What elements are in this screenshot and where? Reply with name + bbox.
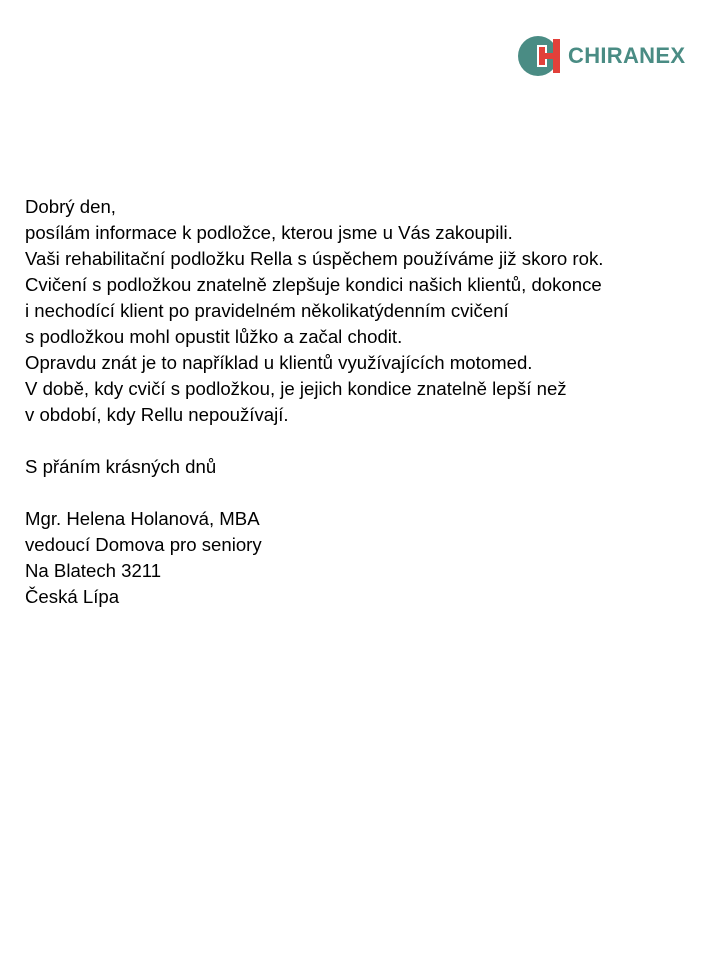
chiranex-ch-logo-icon	[517, 35, 565, 77]
brand-name: CHIRANEX	[568, 43, 686, 68]
letter-paragraph-line: v období, kdy Rellu nepoužívají.	[25, 404, 289, 425]
blank-line	[25, 480, 715, 506]
letter-paragraph-line: Vaši rehabilitační podložku Rella s úspěchem používáme již skoro rok.	[25, 248, 604, 269]
letter-closing: S přáním krásných dnů	[25, 456, 217, 477]
letter-paragraph-line: posílám informace k podložce, kterou jsme u Vás zakoupili.	[25, 222, 513, 243]
letter-paragraph-line: i nechodící klient po pravidelném několikatýdenním cvičení	[25, 300, 509, 321]
letter-paragraph-line: s podložkou mohl opustit lůžko a začal chodit.	[25, 326, 403, 347]
letter-paragraph-line: V době, kdy cvičí s podložkou, je jejich kondice znatelně lepší než	[25, 378, 567, 399]
signature-city: Česká Lípa	[25, 586, 120, 607]
signature-name: Mgr. Helena Holanová, MBA	[25, 508, 260, 529]
letter-paragraph-line: Opravdu znát je to například u klientů využívajících motomed.	[25, 352, 533, 373]
blank-line	[25, 428, 715, 454]
letter-greeting: Dobrý den,	[25, 196, 116, 217]
company-logo	[517, 34, 697, 78]
signature-street: Na Blatech 3211	[25, 560, 162, 581]
letter-paragraph-line: Cvičení s podložkou znatelně zlepšuje kondici našich klientů, dokonce	[25, 274, 602, 295]
signature-role: vedoucí Domova pro seniory	[25, 534, 262, 555]
letter-body	[25, 194, 715, 610]
